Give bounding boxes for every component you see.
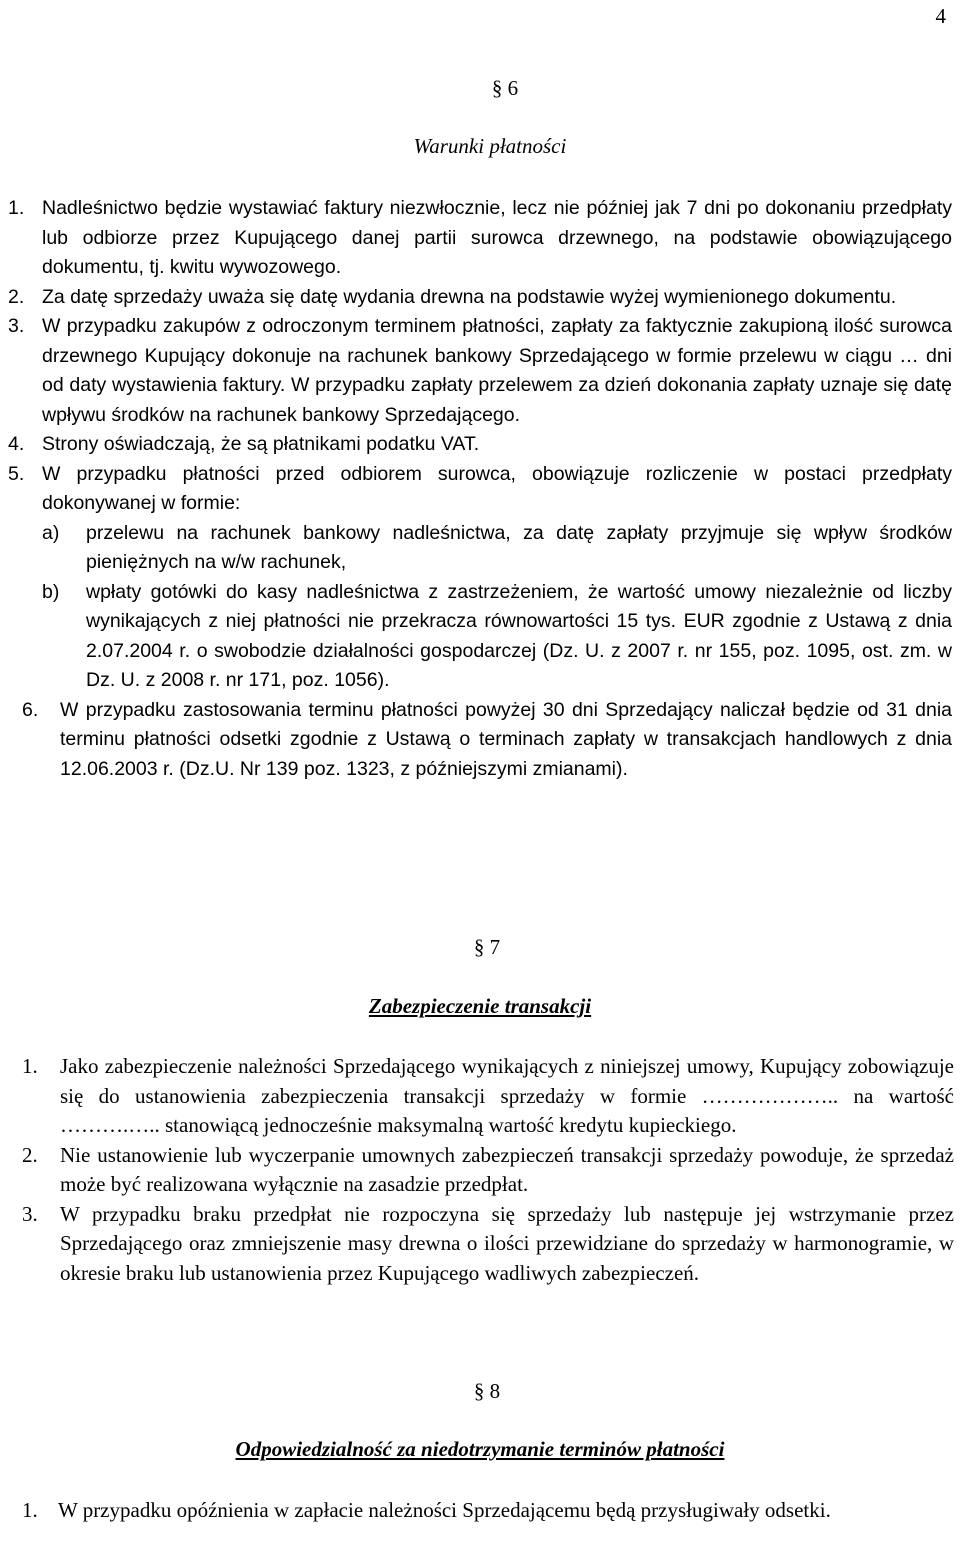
- sub-item-a: [42, 519, 952, 578]
- item-text: W przypadku zakupów z odroczonym terminem płatności, zapłaty za faktycznie zakupioną ilość surowca drzewnego Kupujący dokonuje na rachunek bankowy Sprzedającego w formie przelewu w ciągu … dni od daty wystawienia faktury. W przypadku zapłaty przelewem za dzień dokonania zapłaty uznaje się datę wpływu środków na rachunek bankowy Sprzedającego.: [42, 315, 952, 426]
- item-text: Nadleśnictwo będzie wystawiać faktury niezwłocznie, lecz nie później jak 7 dni po dokonaniu przedpłaty lub odbiorze przez Kupującego danej partii surowca drzewnego, na podstawie obowiązującego dokumentu, tj. kwitu wywozowego.: [42, 197, 952, 278]
- list-item: [22, 1200, 954, 1289]
- section-6-items-sans: [8, 194, 952, 784]
- section-8-items: [22, 1496, 954, 1526]
- sub-item-text: wpłaty gotówki do kasy nadleśnictwa z zastrzeżeniem, że wartość umowy niezależnie od liczby wynikających z niej płatności nie przekracza równowartości 15 tys. EUR zgodnie z Ustawą z dnia 2.07.2004 r. o swobodzie działalności gospodarczej (Dz. U. z 2007 r. nr 155, poz. 1095, ost. zm. w Dz. U. z 2008 r. nr 171, poz. 1056).: [86, 580, 952, 691]
- sub-item-label: b): [42, 580, 60, 603]
- item-number: 5.: [8, 462, 25, 485]
- sub-item-b: [42, 578, 952, 696]
- section-8-title: Odpowiedzialność za niedotrzymanie terminów płatności: [235, 1437, 725, 1461]
- item-text: Jako zabezpieczenie należności Sprzedającego wynikających z niniejszej umowy, Kupujący zobowiązuje się do ustanowienia zabezpieczenia transakcji sprzedaży w formie ……………….. na wartość ……….….. stanowiącą jednocześnie maksymalną wartość kredytu kupieckiego.: [60, 1054, 954, 1137]
- item-number: 3.: [22, 1201, 38, 1226]
- item-number: 3.: [8, 315, 25, 337]
- list-item: [22, 1052, 954, 1141]
- item-number: 2.: [22, 1142, 38, 1167]
- section-6-sign: § 6: [491, 76, 519, 100]
- list-item: [22, 1141, 954, 1200]
- item-text: Strony oświadczają, że są płatnikami podatku VAT.: [42, 433, 480, 455]
- item-text: Za datę sprzedaży uważa się datę wydania drewna na podstawie wyżej wymienionego dokumentu.: [42, 285, 897, 308]
- list-item: [8, 194, 952, 283]
- item-number: 1.: [22, 1054, 38, 1078]
- item-text: W przypadku braku przedpłat nie rozpoczyna się sprzedaży lub następuje jej wstrzymanie przez Sprzedającego oraz zmniejszenie masy drewna o ilości przewidziane do sprzedaży w harmonogramie, w okresie braku lub ustanowienia przez Kupującego wadliwych zabezpieczeń.: [60, 1201, 954, 1285]
- section-7-sign: § 7: [473, 935, 501, 959]
- page-number: 4: [935, 4, 946, 28]
- section-7-items: [22, 1052, 954, 1288]
- item-text: W przypadku opóźnienia w zapłacie należności Sprzedającemu będą przysługiwały odsetki.: [58, 1498, 831, 1522]
- list-item: [22, 1496, 954, 1526]
- list-item: [8, 460, 952, 519]
- item-number: 4.: [8, 433, 25, 455]
- list-item: [8, 283, 952, 313]
- sub-item-text: przelewu na rachunek bankowy nadleśnictwa, za datę zapłaty przyjmuje się wpływ środków pieniężnych na w/w rachunek,: [86, 521, 952, 573]
- item-text: W przypadku zastosowania terminu płatności powyżej 30 dni Sprzedający naliczał będzie od 31 dnia terminu płatności odsetki zgodnie z Ustawą o terminach zapłaty w transakcjach handlowych z dnia 12.06.2003 r. (Dz.U. Nr 139 poz. 1323, z późniejszymi zmianami).: [60, 698, 952, 780]
- section-6-title: Warunki płatności: [413, 134, 567, 158]
- section-8-sign: § 8: [473, 1379, 501, 1403]
- item-text: Nie ustanowienie lub wyczerpanie umownych zabezpieczeń transakcji sprzedaży powoduje, że sprzedaż może być realizowana wyłącznie na zasadzie przedpłat.: [60, 1142, 954, 1196]
- sub-item-label: a): [42, 521, 60, 544]
- item-number: 1.: [22, 1498, 38, 1522]
- item-number: 1.: [8, 197, 25, 219]
- item-number: 2.: [8, 285, 25, 308]
- section-7-title: Zabezpieczenie transakcji: [368, 994, 592, 1018]
- item-text: W przypadku płatności przed odbiorem surowca, obowiązuje rozliczenie w postaci przedpłaty dokonywanej w formie:: [42, 462, 952, 514]
- list-item: [8, 696, 952, 785]
- item-number: 6.: [22, 698, 39, 721]
- list-item: [8, 312, 952, 430]
- list-item: [8, 430, 952, 460]
